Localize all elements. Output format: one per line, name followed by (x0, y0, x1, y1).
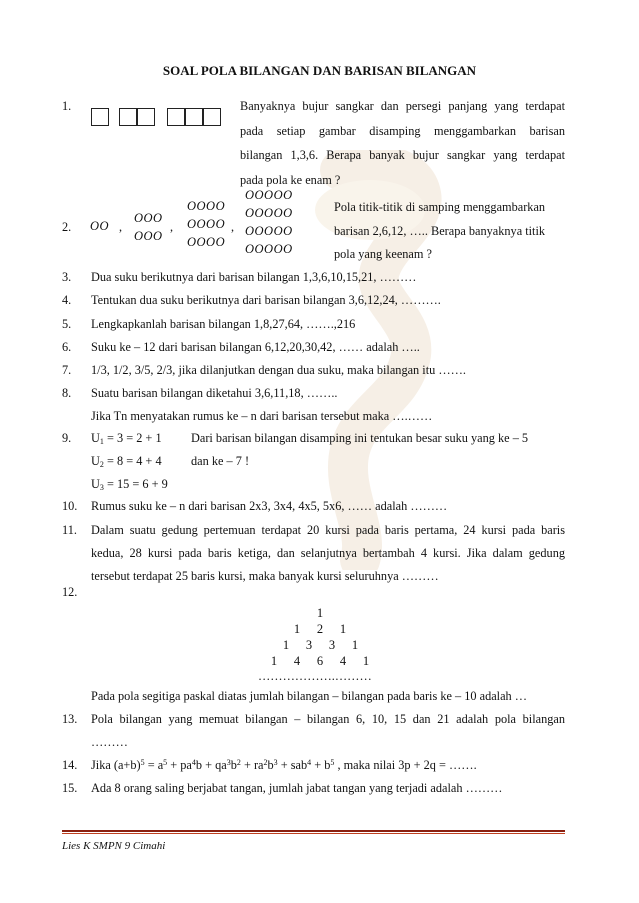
q2-line: pola yang keenam ? (334, 247, 432, 261)
q14-number: 14. (62, 758, 78, 772)
q1-line: Banyaknya bujur sangkar dan persegi panjang yang terdapat (240, 99, 565, 113)
q14-equation: Jika $(a+b)^5 = a^5 + pa^4b + qa^3b^2 + ra^2b^3 + sab^4 + b^5$ , maka nilai 3p + 2q = ……. (91, 758, 477, 772)
pascal-value: 1 (351, 638, 359, 652)
q9-equation: $U_1 = 3 = 2 + 1$ (91, 431, 162, 446)
q10-number: 10. (62, 499, 78, 513)
dot-pattern-3-row: OOOO (187, 235, 226, 249)
q8-text: Suatu barisan bilangan diketahui 3,6,11,18, …….. (91, 386, 338, 400)
q8-text: Jika Tn menyatakan rumus ke – n dari barisan tersebut maka ….…… (91, 409, 433, 423)
dot-pattern-2-row: OOO (134, 229, 163, 243)
footer-text: Lies K SMPN 9 Cimahi (62, 840, 166, 852)
q9-text: dan ke – 7 ! (191, 454, 250, 468)
pascal-value: 1 (316, 606, 324, 620)
pascal-value: 1 (282, 638, 290, 652)
q13-number: 13. (62, 712, 78, 726)
q11-line: tersebut terdapat 25 baris kursi, maka banyak kursi seluruhnya ……… (91, 569, 439, 583)
q11-line: kedua, 28 kursi pada baris ketiga, dan selanjutnya bertambah 4 kursi. Jika dalam gedung (91, 546, 565, 560)
q2-line: barisan 2,6,12, ….. Berapa banyaknya titik (334, 224, 546, 238)
q1-line: bilangan 1,3,6. Berapa banyak bujur sangkar yang terdapat (240, 148, 565, 162)
q12-text: Pada pola segitiga paskal diatas jumlah bilangan – bilangan pada baris ke – 10 adalah … (91, 689, 528, 703)
q8-number: 8. (62, 386, 72, 400)
pascal-value: 2 (316, 622, 324, 636)
pascal-value: 1 (339, 622, 347, 636)
square-shape (91, 108, 109, 126)
q7-text: 1/3, 1/2, 3/5, 2/3, jika dilanjutkan dengan dua suku, maka bilangan itu ……. (91, 363, 466, 377)
footer-rule (62, 830, 565, 832)
dot-pattern-1: OO (90, 219, 110, 233)
q12-number: 12. (62, 585, 78, 599)
dot-pattern-4-row: OOOOO (245, 242, 293, 256)
q15-text: Ada 8 orang saling berjabat tangan, jumlah jabat tangan yang terjadi adalah ……… (91, 781, 503, 795)
q4-number: 4. (62, 293, 72, 307)
dot-pattern-4-row: OOOOO (245, 206, 293, 220)
q13-line: ……… (91, 735, 128, 749)
dot-pattern-3-row: OOOO (187, 217, 226, 231)
q7-number: 7. (62, 363, 72, 377)
comma: , (231, 220, 235, 234)
q6-text: Suku ke – 12 dari barisan bilangan 6,12,20,30,42, …… adalah ….. (91, 340, 420, 354)
pascal-value: 6 (316, 654, 324, 668)
dot-pattern-3-row: OOOO (187, 199, 226, 213)
pascal-value: 1 (362, 654, 370, 668)
square-shape (119, 108, 137, 126)
footer-rule (62, 833, 565, 834)
q1-line: pada setiap gambar disamping menggambarkan barisan (240, 124, 565, 138)
q2-line: Pola titik-titik di samping menggambarkan (334, 200, 546, 214)
comma: , (170, 220, 174, 234)
square-shape (167, 108, 185, 126)
q6-number: 6. (62, 340, 72, 354)
q13-line: Pola bilangan yang memuat bilangan – bilangan 6, 10, 15 dan 21 adalah pola bilangan (91, 712, 565, 726)
pascal-value: 4 (339, 654, 347, 668)
q11-number: 11. (62, 523, 77, 537)
q9-equation: $U_2 = 8 = 4 + 4$ (91, 454, 162, 469)
dot-pattern-2-row: OOO (134, 211, 163, 225)
q11-line: Dalam suatu gedung pertemuan terdapat 20 kursi pada baris pertama, 24 kursi pada baris (91, 523, 565, 537)
q15-number: 15. (62, 781, 78, 795)
pascal-dots: ……………….……… (258, 669, 372, 683)
q9-equation: $U_3 = 15 = 6 + 9$ (91, 477, 168, 492)
square-shape (203, 108, 221, 126)
q9-text: Dari barisan bilangan disamping ini tentukan besar suku yang ke – 5 (191, 431, 529, 445)
q1-line: pada pola ke enam ? (240, 173, 341, 187)
q5-text: Lengkapkanlah barisan bilangan 1,8,27,64, …….,216 (91, 317, 356, 331)
q3-text: Dua suku berikutnya dari barisan bilangan 1,3,6,10,15,21, ……… (91, 270, 417, 284)
pascal-value: 3 (328, 638, 336, 652)
q3-number: 3. (62, 270, 72, 284)
q2-number: 2. (62, 220, 72, 234)
pascal-value: 3 (305, 638, 313, 652)
q9-number: 9. (62, 431, 72, 445)
pascal-value: 4 (293, 654, 301, 668)
pascal-value: 1 (293, 622, 301, 636)
page-title: SOAL POLA BILANGAN DAN BARISAN BILANGAN (162, 63, 477, 78)
square-shape (185, 108, 203, 126)
q1-number: 1. (62, 99, 72, 113)
square-shape (137, 108, 155, 126)
dot-pattern-4-row: OOOOO (245, 224, 293, 238)
q10-text: Rumus suku ke – n dari barisan 2x3, 3x4, 4x5, 5x6, …… adalah ……… (91, 499, 448, 513)
dot-pattern-4-row: OOOOO (245, 188, 293, 202)
comma: , (119, 220, 123, 234)
q5-number: 5. (62, 317, 72, 331)
pascal-value: 1 (270, 654, 278, 668)
q4-text: Tentukan dua suku berikutnya dari barisan bilangan 3,6,12,24, ………. (91, 293, 441, 307)
